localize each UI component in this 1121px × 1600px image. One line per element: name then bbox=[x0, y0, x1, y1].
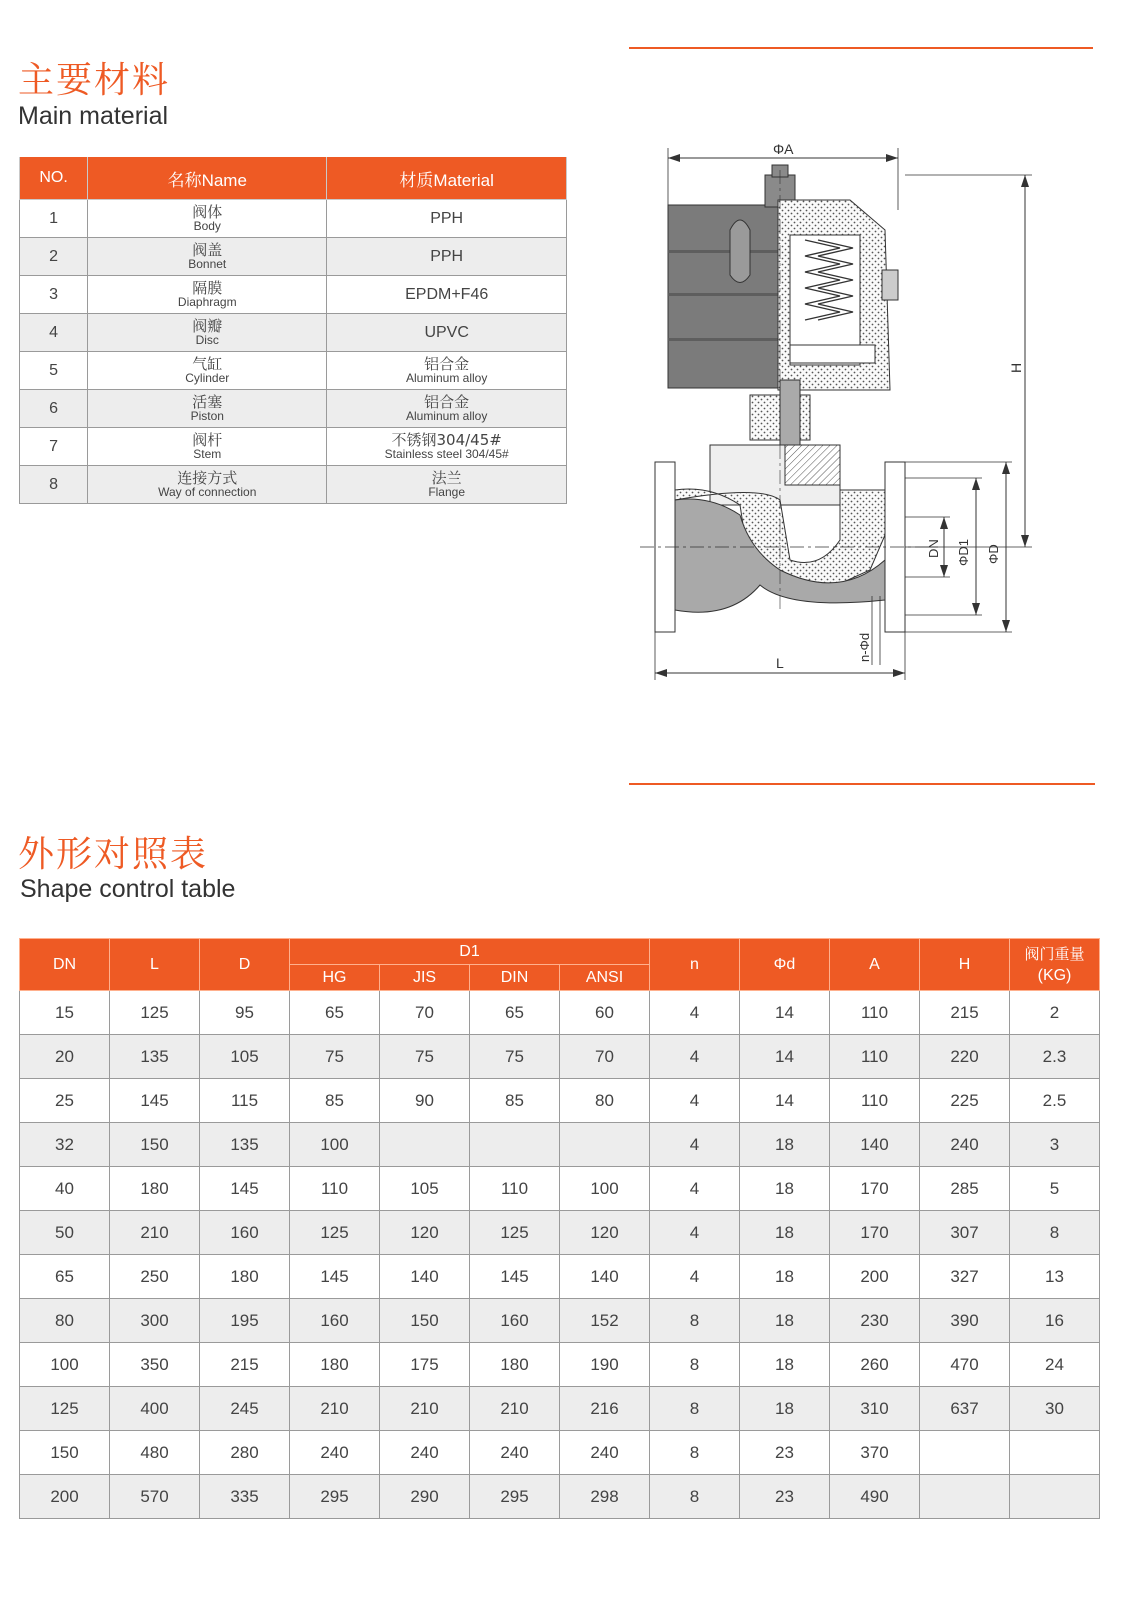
cell-phid: 18 bbox=[740, 1387, 830, 1431]
cell-weight: 24 bbox=[1010, 1343, 1100, 1387]
dim-l-label: L bbox=[776, 655, 784, 671]
cell-a: 110 bbox=[830, 991, 920, 1035]
cell-a: 170 bbox=[830, 1211, 920, 1255]
cell-weight: 30 bbox=[1010, 1387, 1100, 1431]
material-en: Stainless steel 304/45# bbox=[384, 447, 509, 461]
cell-l: 145 bbox=[110, 1079, 200, 1123]
dim-a-label: ΦA bbox=[773, 141, 794, 157]
cell-h: 637 bbox=[920, 1387, 1010, 1431]
cell-hg: 125 bbox=[290, 1211, 380, 1255]
cell-l: 135 bbox=[110, 1035, 200, 1079]
cell-hg: 160 bbox=[290, 1299, 380, 1343]
shape-row bbox=[20, 1431, 1100, 1475]
cell-h: 240 bbox=[920, 1123, 1010, 1167]
cell-din: 240 bbox=[470, 1431, 560, 1475]
cell-hg: 210 bbox=[290, 1387, 380, 1431]
material-no: 2 bbox=[20, 238, 88, 276]
cell-weight: 5 bbox=[1010, 1167, 1100, 1211]
cell-hg: 240 bbox=[290, 1431, 380, 1475]
cell-jis: 70 bbox=[380, 991, 470, 1035]
cell-h: 327 bbox=[920, 1255, 1010, 1299]
materials-row bbox=[20, 466, 567, 504]
cell-ansi: 190 bbox=[560, 1343, 650, 1387]
cell-jis bbox=[380, 1123, 470, 1167]
header-ansi: ANSI bbox=[560, 965, 650, 991]
cell-ansi: 70 bbox=[560, 1035, 650, 1079]
cell-din: 295 bbox=[470, 1475, 560, 1519]
middle-rule bbox=[629, 783, 1095, 785]
materials-row bbox=[20, 314, 567, 352]
header-n: n bbox=[650, 939, 740, 991]
part-name-cn: 阀瓣 bbox=[192, 317, 223, 335]
cell-a: 110 bbox=[830, 1035, 920, 1079]
cell-l: 210 bbox=[110, 1211, 200, 1255]
cell-jis: 210 bbox=[380, 1387, 470, 1431]
materials-row bbox=[20, 390, 567, 428]
cell-a: 110 bbox=[830, 1079, 920, 1123]
cell-n: 4 bbox=[650, 1079, 740, 1123]
part-name-cn: 连接方式 bbox=[177, 469, 238, 487]
header-weight bbox=[1010, 939, 1100, 991]
cell-d: 195 bbox=[200, 1299, 290, 1343]
cell-d: 135 bbox=[200, 1123, 290, 1167]
header-h: H bbox=[920, 939, 1010, 991]
cell-a: 370 bbox=[830, 1431, 920, 1475]
cell-phid: 18 bbox=[740, 1343, 830, 1387]
dim-d-label: ΦD bbox=[986, 544, 1001, 564]
material-value bbox=[327, 428, 567, 466]
cell-phid: 14 bbox=[740, 991, 830, 1035]
cell-weight bbox=[1010, 1475, 1100, 1519]
cell-jis: 175 bbox=[380, 1343, 470, 1387]
cell-h: 470 bbox=[920, 1343, 1010, 1387]
cell-jis: 140 bbox=[380, 1255, 470, 1299]
material-cn: 铝合金 bbox=[424, 393, 470, 411]
material-part-name bbox=[88, 314, 327, 352]
header-jis: JIS bbox=[380, 965, 470, 991]
dim-dn-label: DN bbox=[926, 539, 941, 558]
part-name-cn: 阀体 bbox=[192, 203, 223, 221]
header-hg: HG bbox=[290, 965, 380, 991]
cell-h: 390 bbox=[920, 1299, 1010, 1343]
material-value bbox=[327, 466, 567, 504]
cell-l: 480 bbox=[110, 1431, 200, 1475]
part-name-en: Piston bbox=[190, 409, 224, 423]
cell-jis: 75 bbox=[380, 1035, 470, 1079]
material-en: Aluminum alloy bbox=[405, 409, 488, 423]
cell-dn: 125 bbox=[20, 1387, 110, 1431]
cell-n: 8 bbox=[650, 1387, 740, 1431]
cell-h: 215 bbox=[920, 991, 1010, 1035]
cell-phid: 18 bbox=[740, 1255, 830, 1299]
cell-h: 220 bbox=[920, 1035, 1010, 1079]
header-weight-cn: 阀门重量 bbox=[1024, 944, 1085, 963]
cell-h bbox=[920, 1431, 1010, 1475]
cell-din: 210 bbox=[470, 1387, 560, 1431]
cell-h bbox=[920, 1475, 1010, 1519]
part-name-en: Bonnet bbox=[188, 257, 227, 271]
cell-a: 140 bbox=[830, 1123, 920, 1167]
material-name: EPDM+F46 bbox=[405, 285, 489, 303]
cell-jis: 90 bbox=[380, 1079, 470, 1123]
cell-dn: 15 bbox=[20, 991, 110, 1035]
cell-dn: 40 bbox=[20, 1167, 110, 1211]
cell-n: 4 bbox=[650, 1211, 740, 1255]
cell-weight: 2.3 bbox=[1010, 1035, 1100, 1079]
cell-jis: 105 bbox=[380, 1167, 470, 1211]
cell-weight: 13 bbox=[1010, 1255, 1100, 1299]
material-value bbox=[327, 200, 567, 238]
part-name-en: Body bbox=[193, 219, 221, 233]
cell-ansi: 140 bbox=[560, 1255, 650, 1299]
shape-body bbox=[20, 991, 1100, 1519]
cell-phid: 23 bbox=[740, 1431, 830, 1475]
cell-l: 250 bbox=[110, 1255, 200, 1299]
material-no: 3 bbox=[20, 276, 88, 314]
cell-ansi: 100 bbox=[560, 1167, 650, 1211]
cell-a: 230 bbox=[830, 1299, 920, 1343]
cell-hg: 100 bbox=[290, 1123, 380, 1167]
cell-weight: 8 bbox=[1010, 1211, 1100, 1255]
cell-l: 300 bbox=[110, 1299, 200, 1343]
shape-row bbox=[20, 991, 1100, 1035]
cell-n: 8 bbox=[650, 1431, 740, 1475]
cell-d: 215 bbox=[200, 1343, 290, 1387]
dim-nd-label: n-Φd bbox=[857, 632, 872, 662]
cell-din: 65 bbox=[470, 991, 560, 1035]
part-name-en: Way of connection bbox=[158, 485, 257, 499]
cell-din: 75 bbox=[470, 1035, 560, 1079]
cell-n: 8 bbox=[650, 1299, 740, 1343]
cell-ansi: 60 bbox=[560, 991, 650, 1035]
cell-weight: 3 bbox=[1010, 1123, 1100, 1167]
cell-l: 400 bbox=[110, 1387, 200, 1431]
cell-a: 310 bbox=[830, 1387, 920, 1431]
material-en: Flange bbox=[428, 485, 466, 499]
part-name-cn: 气缸 bbox=[192, 355, 223, 373]
part-name-cn: 活塞 bbox=[192, 393, 223, 411]
cell-phid: 18 bbox=[740, 1123, 830, 1167]
cell-dn: 80 bbox=[20, 1299, 110, 1343]
cell-hg: 295 bbox=[290, 1475, 380, 1519]
shape-title-en: Shape control table bbox=[20, 875, 236, 903]
material-no: 6 bbox=[20, 390, 88, 428]
header-l: L bbox=[110, 939, 200, 991]
part-name-cn: 阀杆 bbox=[192, 431, 223, 449]
header-d: D bbox=[200, 939, 290, 991]
header-din: DIN bbox=[470, 965, 560, 991]
materials-title-cn: 主要材料 bbox=[18, 60, 171, 101]
shape-row bbox=[20, 1299, 1100, 1343]
material-part-name bbox=[88, 276, 327, 314]
material-value bbox=[327, 390, 567, 428]
cell-phid: 18 bbox=[740, 1299, 830, 1343]
shape-row bbox=[20, 1343, 1100, 1387]
header-material: 材质Material bbox=[327, 157, 567, 200]
cell-din: 145 bbox=[470, 1255, 560, 1299]
cell-hg: 180 bbox=[290, 1343, 380, 1387]
shape-row bbox=[20, 1123, 1100, 1167]
cell-jis: 120 bbox=[380, 1211, 470, 1255]
dim-h-label: H bbox=[1008, 362, 1024, 373]
material-part-name bbox=[88, 466, 327, 504]
dim-d1-label: ΦD1 bbox=[956, 539, 971, 566]
shape-row bbox=[20, 1255, 1100, 1299]
material-name: UPVC bbox=[424, 323, 469, 341]
part-name-en: Stem bbox=[193, 447, 222, 461]
material-part-name bbox=[88, 352, 327, 390]
cell-weight: 2 bbox=[1010, 991, 1100, 1035]
cell-jis: 240 bbox=[380, 1431, 470, 1475]
cell-ansi: 152 bbox=[560, 1299, 650, 1343]
material-cn: 不锈钢304/45# bbox=[391, 431, 502, 449]
cell-d: 245 bbox=[200, 1387, 290, 1431]
part-name-cn: 隔膜 bbox=[192, 279, 223, 297]
cell-a: 490 bbox=[830, 1475, 920, 1519]
material-no: 4 bbox=[20, 314, 88, 352]
cell-ansi: 240 bbox=[560, 1431, 650, 1475]
cell-dn: 200 bbox=[20, 1475, 110, 1519]
material-no: 1 bbox=[20, 200, 88, 238]
cell-d: 335 bbox=[200, 1475, 290, 1519]
shape-row bbox=[20, 1387, 1100, 1431]
cell-n: 4 bbox=[650, 991, 740, 1035]
cell-din bbox=[470, 1123, 560, 1167]
cell-phid: 14 bbox=[740, 1079, 830, 1123]
part-name-en: Diaphragm bbox=[177, 295, 237, 309]
materials-header-row bbox=[20, 157, 567, 200]
cell-din: 125 bbox=[470, 1211, 560, 1255]
top-rule bbox=[629, 47, 1093, 49]
cell-phid: 18 bbox=[740, 1167, 830, 1211]
material-value bbox=[327, 314, 567, 352]
part-name-en: Disc bbox=[195, 333, 219, 347]
cell-ansi: 120 bbox=[560, 1211, 650, 1255]
header-phid: Φd bbox=[740, 939, 830, 991]
cell-ansi: 216 bbox=[560, 1387, 650, 1431]
header-name: 名称Name bbox=[88, 157, 327, 200]
cell-h: 307 bbox=[920, 1211, 1010, 1255]
material-cn: 法兰 bbox=[431, 469, 462, 487]
cell-d: 280 bbox=[200, 1431, 290, 1475]
header-weight-unit: (KG) bbox=[1037, 966, 1072, 984]
cell-a: 260 bbox=[830, 1343, 920, 1387]
materials-row bbox=[20, 276, 567, 314]
material-en: Aluminum alloy bbox=[405, 371, 488, 385]
cell-l: 125 bbox=[110, 991, 200, 1035]
cell-n: 4 bbox=[650, 1255, 740, 1299]
cell-hg: 110 bbox=[290, 1167, 380, 1211]
cell-hg: 145 bbox=[290, 1255, 380, 1299]
cell-hg: 65 bbox=[290, 991, 380, 1035]
part-name-cn: 阀盖 bbox=[192, 241, 223, 259]
cell-ansi bbox=[560, 1123, 650, 1167]
cell-din: 180 bbox=[470, 1343, 560, 1387]
cell-hg: 75 bbox=[290, 1035, 380, 1079]
material-name: PPH bbox=[430, 247, 464, 265]
cell-d: 160 bbox=[200, 1211, 290, 1255]
materials-row bbox=[20, 352, 567, 390]
shape-row bbox=[20, 1475, 1100, 1519]
cell-l: 180 bbox=[110, 1167, 200, 1211]
material-part-name bbox=[88, 390, 327, 428]
material-value bbox=[327, 352, 567, 390]
cell-dn: 50 bbox=[20, 1211, 110, 1255]
cell-h: 225 bbox=[920, 1079, 1010, 1123]
cell-phid: 18 bbox=[740, 1211, 830, 1255]
cell-n: 8 bbox=[650, 1343, 740, 1387]
material-part-name bbox=[88, 200, 327, 238]
cell-phid: 14 bbox=[740, 1035, 830, 1079]
material-value bbox=[327, 276, 567, 314]
part-name-en: Cylinder bbox=[185, 371, 230, 385]
valve-drawing bbox=[640, 140, 1060, 700]
material-value bbox=[327, 238, 567, 276]
cell-n: 4 bbox=[650, 1167, 740, 1211]
cell-phid: 23 bbox=[740, 1475, 830, 1519]
cell-jis: 290 bbox=[380, 1475, 470, 1519]
cell-n: 4 bbox=[650, 1123, 740, 1167]
shape-row bbox=[20, 1167, 1100, 1211]
cell-d: 145 bbox=[200, 1167, 290, 1211]
cell-n: 4 bbox=[650, 1035, 740, 1079]
cell-din: 85 bbox=[470, 1079, 560, 1123]
cell-h: 285 bbox=[920, 1167, 1010, 1211]
shape-row bbox=[20, 1079, 1100, 1123]
cell-dn: 20 bbox=[20, 1035, 110, 1079]
shape-row bbox=[20, 1211, 1100, 1255]
materials-table bbox=[19, 157, 567, 504]
cell-a: 200 bbox=[830, 1255, 920, 1299]
cell-a: 170 bbox=[830, 1167, 920, 1211]
cell-weight: 2.5 bbox=[1010, 1079, 1100, 1123]
material-name: PPH bbox=[430, 209, 464, 227]
material-no: 8 bbox=[20, 466, 88, 504]
header-d1: D1 bbox=[290, 939, 650, 965]
materials-title-en: Main material bbox=[18, 102, 169, 130]
cell-n: 8 bbox=[650, 1475, 740, 1519]
cell-din: 110 bbox=[470, 1167, 560, 1211]
materials-row bbox=[20, 428, 567, 466]
cell-d: 180 bbox=[200, 1255, 290, 1299]
cell-dn: 150 bbox=[20, 1431, 110, 1475]
cell-d: 115 bbox=[200, 1079, 290, 1123]
actuator-body bbox=[668, 205, 778, 388]
cell-l: 350 bbox=[110, 1343, 200, 1387]
shape-header-row-1 bbox=[20, 939, 1100, 965]
shape-row bbox=[20, 1035, 1100, 1079]
cell-weight bbox=[1010, 1431, 1100, 1475]
cell-d: 105 bbox=[200, 1035, 290, 1079]
shape-title-cn: 外形对照表 bbox=[18, 834, 209, 875]
cell-jis: 150 bbox=[380, 1299, 470, 1343]
cell-l: 150 bbox=[110, 1123, 200, 1167]
materials-row bbox=[20, 238, 567, 276]
material-no: 5 bbox=[20, 352, 88, 390]
material-no: 7 bbox=[20, 428, 88, 466]
cell-dn: 65 bbox=[20, 1255, 110, 1299]
cell-din: 160 bbox=[470, 1299, 560, 1343]
materials-row bbox=[20, 200, 567, 238]
cell-ansi: 298 bbox=[560, 1475, 650, 1519]
cell-dn: 25 bbox=[20, 1079, 110, 1123]
shape-control-table bbox=[19, 938, 1100, 1519]
header-dn: DN bbox=[20, 939, 110, 991]
cell-ansi: 80 bbox=[560, 1079, 650, 1123]
cell-l: 570 bbox=[110, 1475, 200, 1519]
cell-hg: 85 bbox=[290, 1079, 380, 1123]
material-part-name bbox=[88, 238, 327, 276]
cell-dn: 100 bbox=[20, 1343, 110, 1387]
material-cn: 铝合金 bbox=[424, 355, 470, 373]
header-a: A bbox=[830, 939, 920, 991]
material-part-name bbox=[88, 428, 327, 466]
header-no: NO. bbox=[20, 157, 88, 200]
cell-d: 95 bbox=[200, 991, 290, 1035]
cell-weight: 16 bbox=[1010, 1299, 1100, 1343]
materials-body bbox=[20, 200, 567, 504]
cell-dn: 32 bbox=[20, 1123, 110, 1167]
